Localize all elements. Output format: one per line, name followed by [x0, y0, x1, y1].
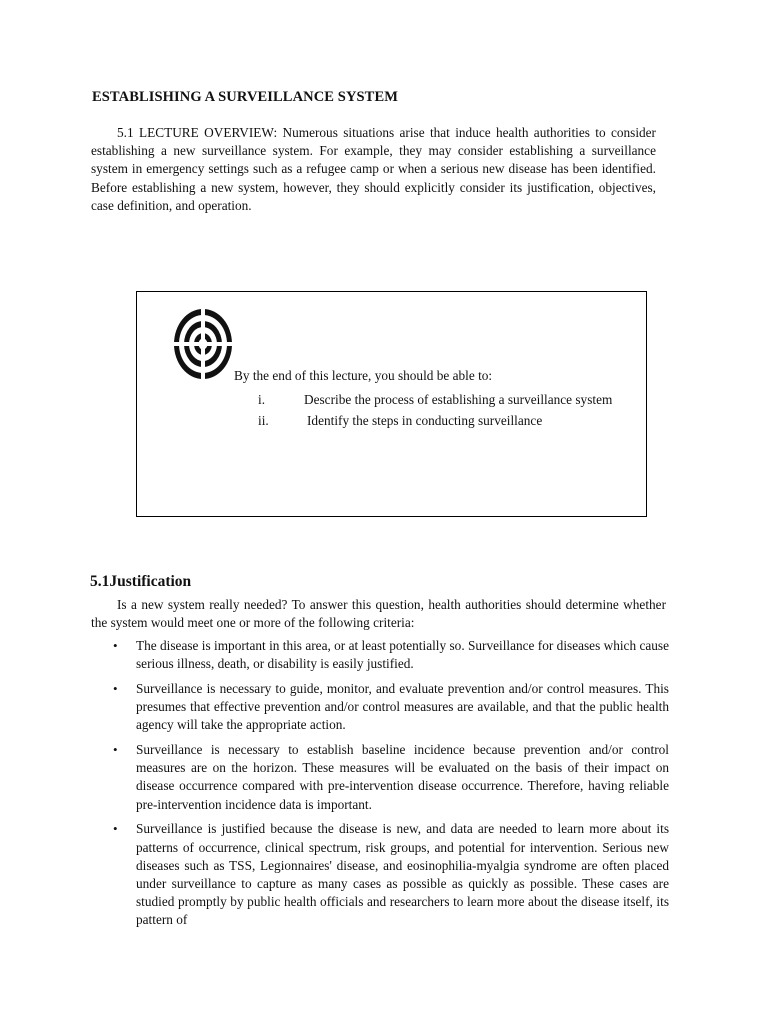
- target-icon: [172, 307, 234, 381]
- criteria-list: [113, 637, 669, 936]
- learning-objectives-box: [136, 291, 647, 517]
- objective-number: ii.: [258, 412, 269, 428]
- objectives-list: [137, 390, 648, 431]
- bullet-icon: •: [113, 680, 118, 696]
- list-item: [113, 680, 669, 735]
- objective-item: [137, 390, 648, 411]
- bullet-icon: •: [113, 638, 118, 653]
- criterion-text: Surveillance is justified because the disease is new, and data are needed to learn more about its patterns of occurrence, clinical spectrum, risk groups, and potential for intervention. Serious new diseases such as TSS, Legionnaires' disease, and eosinophilia-myalgia syndrome are often placed under surveillance to capture as many cases as possible as quickly as possible. These cases are studied promptly by public health officials and researchers to learn more about the disease itself, its pattern of: [136, 821, 669, 928]
- list-item: [113, 741, 669, 814]
- objective-item: [137, 411, 648, 432]
- document-title: ESTABLISHING A SURVEILLANCE SYSTEM: [92, 89, 399, 105]
- list-item: [113, 820, 669, 929]
- criterion-text: Surveillance is necessary to guide, monitor, and evaluate prevention and/or control measures. This presumes that effective prevention and/or control measures are available, and that the public health agency will take the appropriate action.: [136, 680, 669, 733]
- objective-text: Describe the process of establishing a surveillance system: [304, 392, 613, 407]
- justification-heading: 5.1Justification: [90, 573, 192, 590]
- criterion-text: Surveillance is necessary to establish baseline incidence because prevention and/or control measures are on the horizon. These measures will be evaluated on the basis of their impact on disease occurrence compared with pre-intervention disease occurrence. Therefore, having reliable pre-intervention incidence data is important.: [136, 742, 669, 812]
- objective-number: i.: [258, 392, 266, 407]
- list-item: [113, 637, 669, 673]
- objectives-intro: By the end of this lecture, you should be able to:: [234, 368, 493, 383]
- bullet-icon: •: [113, 821, 118, 837]
- objective-text: Identify the steps in conducting surveillance: [307, 412, 543, 428]
- criterion-text: The disease is important in this area, or at least potentially so. Surveillance for diseases which cause serious illness, death, or disability is easily justified.: [136, 638, 669, 672]
- justification-intro: Is a new system really needed? To answer this question, health authorities should determine whether the system would meet one or more of the following criteria:: [91, 597, 666, 631]
- bullet-icon: •: [113, 742, 118, 758]
- lecture-overview-paragraph: 5.1 LECTURE OVERVIEW: Numerous situations arise that induce health authorities to consider establishing a new surveillance system. For example, they may consider establishing a surveillance system in emergency settings such as a refugee camp or when a serious new disease has been identified. Before establishing a new system, however, they should explicitly consider its justification, objectives, case definition, and operation.: [91, 125, 656, 213]
